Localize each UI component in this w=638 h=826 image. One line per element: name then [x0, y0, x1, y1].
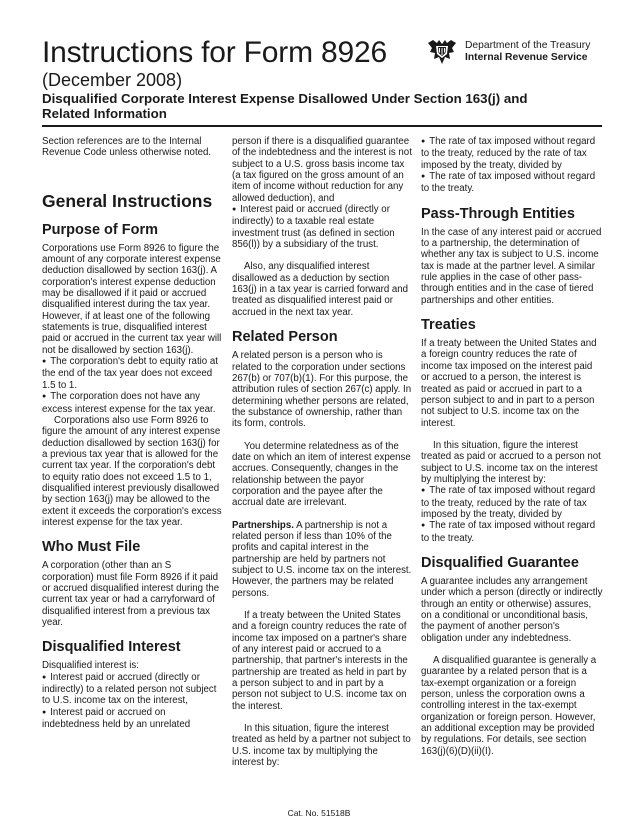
general-instructions-heading: General Instructions	[42, 190, 213, 211]
treaties-bullet: ● The rate of tax imposed without regard to the treaty.	[421, 520, 603, 544]
related-person-paragraph: A related person is a person who is related to the corporation under sections 267(b) or 707(b)(1). For this purpose, the attribution rules of section 267(c) apply. In determining whether persons are related, the substance of ownership, rather than its form, controls.	[232, 350, 412, 430]
treaties-paragraph: If a treaty between the United States and a foreign country reduces the rate of income tax imposed on the interest paid or accrued to a person, the interest is treated as paid or accrued in part to a person subject to and in part to a person not subject to U.S. income tax on the interest.	[421, 338, 597, 429]
disqualified-interest-heading: Disqualified Interest	[42, 639, 181, 656]
purpose-bullet: ● The corporation's debt to equity ratio at the end of the tax year does not exceed 1.5 to 1.	[42, 356, 222, 391]
who-must-file-heading: Who Must File	[42, 539, 141, 556]
body-paragraph: person if there is a disqualified guarantee of the indebtedness and the interest is not subject to a U.S. gross basis income tax (a tax figured on the gross amount of an item of income without reduction for any allowed deduction), and	[232, 136, 412, 204]
catalog-number: Cat. No. 51518B	[287, 808, 351, 818]
purpose-paragraph: Corporations also use Form 8926 to figure the amount of any interest expense deduction disallowed by section 163(j) for a previous tax year that is allowed for the current tax year. If the corporation's debt to equity ratio does not exceed 1.5 to 1, disqualified interest previously disallowed by section 163(j) may be allowed to the extent it exceeds the corporation's excess interest expense for the tax year.	[42, 414, 222, 528]
agency-block	[425, 34, 605, 68]
page-subtitle: Disqualified Corporate Interest Expense Disallowed Under Section 163(j) and Related Information	[42, 91, 528, 121]
disqualified-guarantee-paragraph: A disqualified guarantee is generally a guarantee by a related person that is a tax-exempt organization or a foreign person, unless the corporation owns a controlling interest in the tax-exempt organization or foreign person. However, an additional exception may be provided by regulations. For details, see section 163(j)(6)(D)(ii)(I).	[421, 655, 597, 757]
column-3	[421, 136, 603, 757]
disqualified-interest-bullet: ● Interest paid or accrued on indebtedness held by an unrelated	[42, 707, 222, 731]
related-person-paragraph: In this situation, figure the interest treated as held by a partner not subject to U.S. income tax by multiplying the interest by:	[232, 723, 411, 769]
pass-through-entities-heading: Pass-Through Entities	[421, 205, 575, 222]
revision-date: (December 2008)	[42, 70, 183, 90]
treaty-rate-bullet: ● The rate of tax imposed without regard to the treaty.	[421, 171, 603, 195]
body-paragraph: Also, any disqualified interest disallowed as a deduction by section 163(j) in a tax year is carried forward and treated as disqualified interest paid or accrued in the next tax year.	[232, 261, 409, 318]
service-name: Internal Revenue Service	[465, 52, 588, 63]
who-must-file-paragraph: A corporation (other than an S corporation) must file Form 8926 if it paid or accrued disqualified interest during the current tax year or had a carryforward of disqualified interest from a previous tax year.	[42, 560, 220, 628]
purpose-bullet: ● The corporation does not have any excess interest expense for the tax year.	[42, 391, 222, 415]
related-person-heading: Related Person	[232, 329, 338, 346]
partnerships-label: Partnerships.	[232, 519, 294, 531]
body-bullet: ● Interest paid or accrued (directly or indirectly) to a taxable real estate investment trust (as defined in section 856(l)) by a subsidiary of the trust.	[232, 204, 412, 250]
column-2	[232, 136, 412, 769]
page-title: Instructions for Form 8926	[42, 36, 387, 69]
partnerships-paragraph	[232, 520, 412, 599]
purpose-heading: Purpose of Form	[42, 221, 159, 238]
disqualified-interest-paragraph: Disqualified interest is:	[42, 660, 139, 672]
related-person-paragraph: You determine relatedness as of the date on which an item of interest expense accrues. Consequently, changes in the relationship between the payor corporation and the payee after the accrual date are irrelevant.	[232, 440, 411, 509]
treaties-heading: Treaties	[421, 317, 476, 334]
pass-through-paragraph: In the case of any interest paid or accrued to a partnership, the determination of whether any tax is subject to U.S. income tax is made at the partner level. A similar rule applies in the case of other pass-through entities and in the case of tiered partnerships and other entities.	[421, 226, 602, 306]
partnerships-text: A partnership is not a related person if less than 10% of the profits and capital interest in the partnership are held by partners not subject to U.S. income tax on the interest. However, the partners may be related persons.	[232, 519, 412, 599]
department-name: Department of the Treasury	[465, 40, 591, 51]
treaty-rate-bullet: ● The rate of tax imposed without regard to the treaty, reduced by the rate of tax imposed by the treaty, divided by	[421, 136, 603, 171]
disqualified-guarantee-heading: Disqualified Guarantee	[421, 554, 579, 571]
disqualified-guarantee-paragraph: A guarantee includes any arrangement under which a person (directly or indirectly through an entity or otherwise) assures, on a conditional or unconditional basis, the payment of another person's obligation under any indebtedness.	[421, 575, 603, 644]
treaties-paragraph: In this situation, figure the interest treated as paid or accrued to a person not subject to U.S. income tax on the interest by multiplying the interest by:	[421, 439, 601, 485]
treaties-bullet: ● The rate of tax imposed without regard to the treaty, reduced by the rate of tax imposed by the treaty, divided by	[421, 485, 603, 520]
irs-eagle-icon	[425, 34, 459, 68]
related-person-paragraph: If a treaty between the United States and a foreign country reduces the rate of income tax imposed on a partner's share of any interest paid or accrued to a partnership, that partner's interests in the partnership are treated as held in part by a person subject to and in part by a person not subject to U.S. income tax on the interest.	[232, 610, 408, 712]
intro-paragraph: Section references are to the Internal Revenue Code unless otherwise noted.	[42, 136, 212, 159]
column-1	[42, 136, 222, 730]
disqualified-interest-bullet: ● Interest paid or accrued (directly or indirectly) to a related person not subject to U.S. income tax on the interest,	[42, 672, 222, 707]
agency-name	[465, 40, 590, 64]
purpose-paragraph: Corporations use Form 8926 to figure the amount of any corporate interest expense deduction disallowed by section 163(j). A corporation's interest expense deduction may be disallowed if it paid or accrued disqualified interest during the tax year. However, if at least one of the following statements is true, disqualified interest paid or accrued in the current tax year will not be disallowed by section 163(j).	[42, 242, 222, 356]
header-rule	[42, 125, 602, 127]
